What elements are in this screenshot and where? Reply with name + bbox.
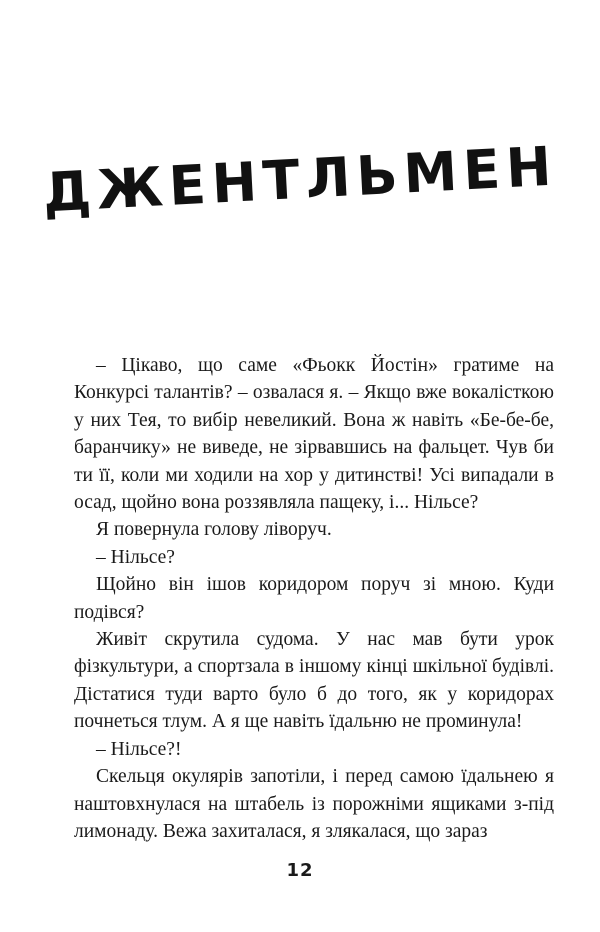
paragraph: Я повернула голову ліворуч.	[96, 519, 332, 541]
paragraph: – Нільсе?!	[96, 738, 182, 760]
paragraph: – Цікаво, що саме «Фьокк Йостін» гратиме на Конкурсі талантів? – озвалася я. – Якщо вже вокалісткою у них Тея, то вибір невеликий. Вона ж навіть «Бе-бе-бе, баранчику» не виведе, не зірвавшись на фальцет. Чув би ти її, коли ми ходили на хор у дитинстві! Усі випадали в осад, щойно вона роззявляла пащеку, і... Нільсе?	[74, 355, 554, 514]
body-text	[74, 352, 554, 845]
paragraph: – Нільсе?	[96, 546, 175, 568]
paragraph: Щойно він ішов коридором поруч зі мною. Куди подівся?	[74, 574, 554, 623]
page-number: 12	[286, 860, 314, 881]
paragraph: Живіт скрутила судома. У нас мав бути урок фізкультури, а спортзала в іншому кінці шкільної будівлі. Дістатися туди варто було б до того, як у коридорах почнеться тлум. А я ще навіть їдальню не проминула!	[74, 629, 554, 733]
paragraph: Скельця окулярів запотіли, і перед самою їдальнею я наштовхнулася на штабель із порожніми ящиками з-під лимонаду. Вежа захиталася, я злякалася, що зараз	[74, 766, 554, 842]
chapter-title: ДЖЕНТЛЬМЕН	[41, 134, 559, 225]
